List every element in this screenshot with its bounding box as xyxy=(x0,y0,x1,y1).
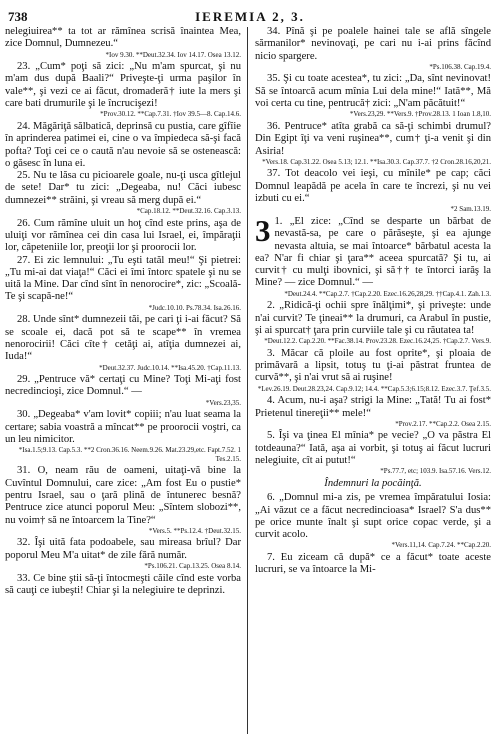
cross-reference: *Deut.12.2. Cap.2.20. **Fac.38.14. Prov.23.28. Ezec.16.24,25. †Cap.2.7. Vers.9. xyxy=(264,337,491,346)
chapter-start xyxy=(255,212,491,290)
verse: 29. „Pentruce vă* certaţi cu Mine? Toţi Mi-aţi fost necredincioşi, zice Domnul.“ — xyxy=(5,374,241,398)
page-number: 738 xyxy=(8,9,28,24)
verse: 30. „Degeaba* v'am lovit* copiii; n'au luat seama la certare; sabia voastră a mîncat** pe proorocii voştri, ca un leu nimicitor. xyxy=(5,409,241,445)
cross-reference: *Cap.18.12. **Deut.32.16. Cap.3.13. xyxy=(136,207,241,216)
cross-reference: *Vers.5. **Ps.12.4. †Deut.32.15. xyxy=(148,526,241,535)
cross-reference: *Ps.106.38. Cap.19.4. xyxy=(429,62,491,71)
cross-reference: *2 Sam.13.19. xyxy=(450,205,491,214)
verse: 35. Şi cu toate acestea*, tu zici: „Da, sînt nevinovat! Să se întoarcă acum mînia Lui dela mine!“ Iată**, Mă voi certa cu tine, pentrucă† zici: „N'am păcătuit!“ xyxy=(255,73,491,110)
verse: 6. „Domnul mi-a zis, pe vremea împăratului Iosia: „Ai văzut ce a făcut necredincioasa* Israel? S'a dus** pe orice munte înalt şi supt orice copac verde, şi a curvit acolo. xyxy=(255,492,491,541)
verse-text: 1. „El zice: „Cînd se desparte un bărbat de nevastă-sa, pe care o părăseşte, şi ea ajunge nevasta altuia, se mai întoarce* bărbatul acesta la ea? N'ar fi chiar şi ţara** aceea spurcată? Şi tu, ai curvit† cu mulţi ibovnici, şi să†† te întorci iarăş la Mine? — zice Domnul.“ — xyxy=(255,215,491,289)
cross-reference: *Lev.26.19. Deut.28.23,24. Cap.9.12; 14.4. **Cap.5.3;6.15;8.12. Ezec.3.7. Ţef.3.5. xyxy=(257,384,491,393)
verse: 3. Măcar că ploile au fost oprite*, şi ploaia de primăvară a lipsit, totuş tu ţi-ai păstrat fruntea de curvă**, şi n'ai vrut să ai ruşine! xyxy=(255,347,491,384)
cross-reference: *Iov 9.30. **Deut.32.34. Iov 14.17. Osea 13.12. xyxy=(105,50,241,59)
verse: 32. Îşi uită fata podoabele, sau mireasa brîul? Dar poporul Meu M'a uitat* de zile fără număr. xyxy=(5,537,241,561)
cross-reference: *Deut.32.37. Judc.10.14. **Isa.45.20. †Cap.11.13. xyxy=(99,363,241,372)
cross-reference: *Vers.23,29. **Vers.9. †Prov.28.13. 1 Ioan 1.8,10. xyxy=(349,110,491,119)
cross-reference: *Vers.23,35. xyxy=(205,398,241,407)
verse: 34. Pînă şi pe poalele hainei tale se află sîngele sărmanilor* nevinovaţi, pe cari nu i-ai prins făcînd nicio spargere. xyxy=(255,26,491,62)
verse: 24. Măgăriţă sălbatică, deprinsă cu pustia, care gîfîie în aprinderea patimei ei, cine o va împiedeca să-şi facă pofta? Toţi cei ce o caută n'au nevoie să se ostenească: o găsesc în luna ei. xyxy=(5,120,241,169)
cross-reference: *Prov.2.17. **Cap.2.2. Osea 2.15. xyxy=(395,419,491,428)
verse: 27. Ei zic lemnului: „Tu eşti tatăl meu!“ Şi pietrei: „Tu mi-ai dat viaţa!“ Căci ei îmi întorc spatele şi nu se uită la Mine. Dar cînd sînt în nenorocire*, zic: „Scoală-Te şi scapă-ne!“ xyxy=(5,254,241,303)
cross-reference: *Ps.106.21. Cap.13.25. Osea 8.14. xyxy=(144,562,241,571)
verse: 33. Ce bine ştii să-ţi întocmeşti căile cînd este vorba să cauţi ce iubeşti! Chiar şi la nelegiuire te deprinzi. xyxy=(5,572,241,596)
verse: 25. Nu te lăsa cu picioarele goale, nu-ţi usca gîtlejul de sete! Dar* tu zici: „Degeaba, nu! Căci iubesc dumnezei** străini, şi vreau să merg după ei.“ xyxy=(5,170,241,206)
verse: nelegiuirea** ta tot ar rămînea scrisă înaintea Mea, zice Domnul, Dumnezeu.“ xyxy=(5,26,241,50)
verse: 7. Eu ziceam că după* ce a făcut* toate aceste lucruri, se va întoarce la Mi- xyxy=(255,552,491,576)
column-divider xyxy=(247,27,248,734)
verse: 4. Acum, nu-i aşa? strigi la Mine: „Tată! Tu ai fost* Prietenul tinereţii** mele!“ xyxy=(255,395,491,419)
verse: 28. Unde sînt* dumnezeii tăi, pe cari ţi i-ai făcut? Să se scoale ei, dacă pot să te scape** în vremea nenorocirii! Căci cîte† cetăţi ai, atîţia dumnezei ai, Iuda!“ xyxy=(5,314,241,363)
cross-reference: *Judc.10.10. Ps.78.34. Isa.26.16. xyxy=(148,303,241,312)
verse: 36. Pentruce* atîta grabă ca să-ţi schimbi drumul? Din Egipt îţi va veni ruşinea**, cum† ţi-a venit şi din Asiria! xyxy=(255,120,491,157)
cross-reference: *Isa.1.5;9.13. Cap.5.3. **2 Cron.36.16. Neem.9.26. Mat.23.29,etc. Fapt.7.52. 1 Tes.2.15. xyxy=(18,446,241,463)
left-column xyxy=(5,26,241,734)
cross-reference: *Deut.24.4. **Cap.2.7. †Cap.2.20. Ezec.16.26,28,29. ††Cap.4.1. Zah.1.3. xyxy=(284,289,491,298)
chapter-number: 3 xyxy=(255,212,271,248)
verse: 26. Cum rămîne uluit un hoţ cînd este prins, aşa de uluiţi vor rămînea cei din casa lui Israel, ei, împăraţii lor, căpeteniile lor, preoţii lor şi proorocii lor. xyxy=(5,217,241,254)
verse: 5. Îşi va ţinea El mînia* pe vecie? „O va păstra El totdeauna?“ Iată, aşa ai vorbit, şi totuş ai făcut lucruri nelegiuite, cît ai putut!“ xyxy=(255,430,491,467)
cross-reference: *Prov.30.12. **Cap.7.31. †Iov 39.5—8. Cap.14.6. xyxy=(100,110,241,119)
right-column xyxy=(255,26,491,734)
verse: 23. „Cum* poţi să zici: „Nu m'am spurcat, şi nu m'am dus după Baali?“ Priveşte-ţi urma paşilor în vale**, şi vezi ce ai făcut, dromaderă† iute la mers şi care bati drumurile şi le încrucişezi! xyxy=(5,61,241,110)
verse: 31. O, neam rău de oameni, uitaţi-vă bine la Cuvîntul Domnului, care zice: „Am fost Eu o pustie* pentru Israel, sau o ţară plină de întunerec besnă? Pentruce zice atunci poporul Meu: „Sîntem slobozi**, nu voim† să ne întoarcem la Tine?“ xyxy=(5,465,241,526)
cross-reference: *Ps.77.7, etc; 103.9. Isa.57.16. Vers.12. xyxy=(380,467,491,476)
cross-reference: *Vers.11,14. Cap.7.24. **Cap.2.20. xyxy=(391,541,491,550)
page-header xyxy=(8,9,492,27)
section-heading: Îndemnuri la pocăinţă. xyxy=(324,477,422,489)
cross-reference: *Vers.18. Cap.31.22. Osea 5.13; 12.1. **Isa.30.3. Cap.37.7. †2 Cron.28.16,20,21. xyxy=(262,157,491,166)
running-title: IEREMIA 2, 3. xyxy=(195,9,305,24)
verse: 2. „Ridică-ţi ochii spre înălţimi*, şi priveşte: unde n'ai curvit? Te ţineai** la drumuri, ca Arabul în pustie, şi ai spurcat† ţara prin curviile tale şi cu răutatea ta! xyxy=(255,300,491,336)
verse: 37. Tot deacolo vei ieşi, cu mînile* pe cap; căci Domnul leapădă pe acela în care te încrezi, şi nu vei izbuti cu ei.“ xyxy=(255,168,491,205)
